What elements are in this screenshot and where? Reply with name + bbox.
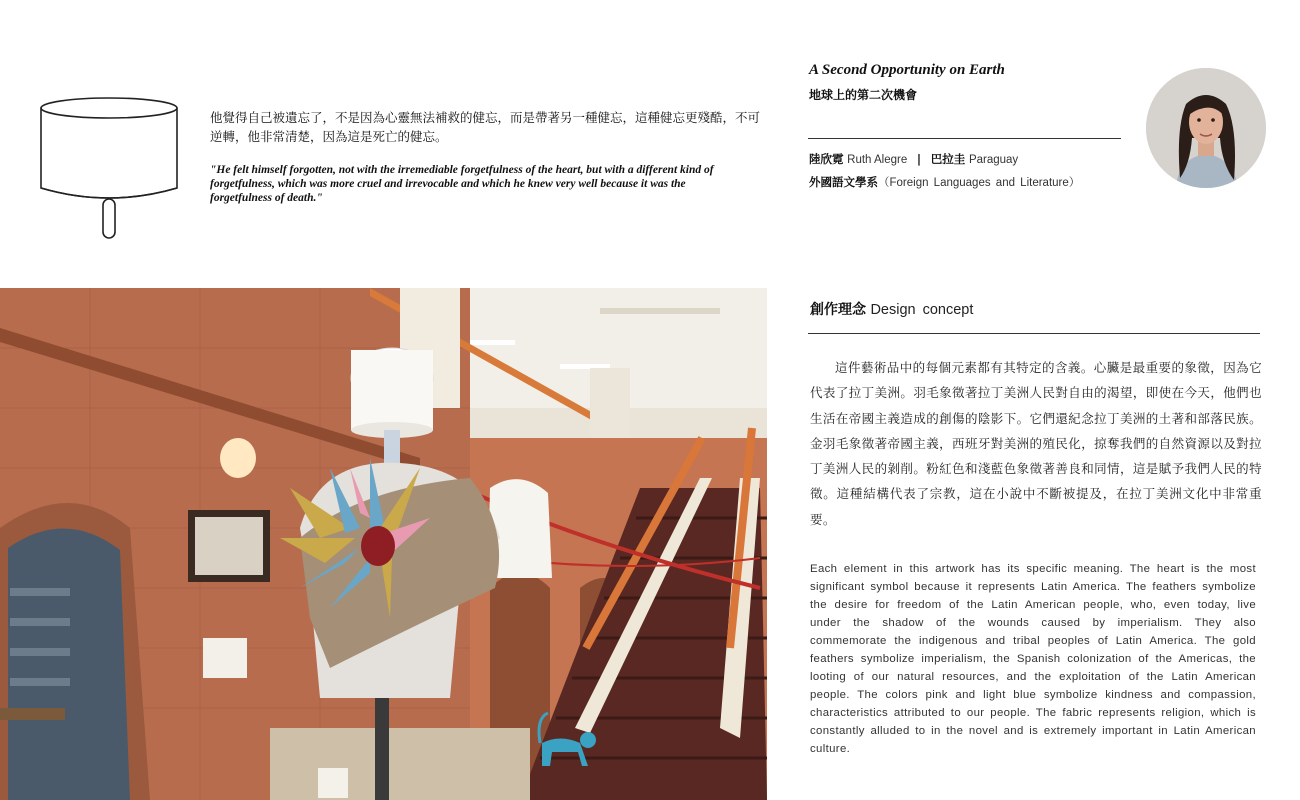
design-concept-chinese-body: 這件藝術品中的每個元素都有其特定的含義。心臟是最重要的象徵，因為它代表了拉丁美洲。羽毛象徵著拉丁美洲人民對自由的渴望，即使在今天，他們也生活在帝國主義造成的創傷的陰影下。它們還紀念拉丁美洲的土著和部落民族。金羽毛象徵著帝國主義，西班牙對美洲的殖民化，掠奪我們的自然資源以及對拉丁美洲人民的剝削。粉紅色和淺藍色象徵著善良和同情，這是賦予我們人民的特徵。這種結構代表了宗教，這在小說中不斷被提及，在拉丁美洲文化中非常重要。 xyxy=(810,360,1262,527)
author-portrait xyxy=(1146,68,1266,188)
lamp-icon xyxy=(38,96,180,242)
author-country-english: Paraguay xyxy=(968,154,1019,166)
design-concept-english-body: Each element in this artwork has its specific meaning. The heart is the most significant symbol because it represents Latin America. The feathers symbolize the desire for freedom of the Latin American people, who, even today, live under the shadow of the wounds caused by imperialism. They also commemorate the indigenous and tribal peoples of Latin America. The gold feathers symbolize imperialism, the Spanish colonization of the Americas, the looting of our natural resources, and the exploitation of the Latin American people. The colors pink and light blue symbolize kindness and compassion, characteristics attributed to our people. The fabric represents religion, which is constantly alluded to in the novel and is extremely important in Latin American culture. xyxy=(810,563,1256,755)
quote-english: "He felt himself forgotten, not with the irremediable forgetfulness of the heart, but with a different kind of forgetfulness, which was more cruel and irrevocable and which he knew very well because it was the forgetfulness of death." xyxy=(210,164,714,204)
artwork-photo-scene xyxy=(0,288,767,800)
quote-chinese: 他覺得自己被遺忘了，不是因為心靈無法補救的健忘，而是帶著另一種健忘，這種健忘更殘酷，不可逆轉，他非常清楚，因為這是死亡的健忘。 xyxy=(210,110,761,144)
author-separator: | xyxy=(916,152,922,166)
work-title-chinese: 地球上的第二次機會 xyxy=(809,88,918,102)
design-concept-heading xyxy=(810,299,973,319)
design-concept-heading-english: Design concept xyxy=(870,302,974,318)
work-title-english: A Second Opportunity on Earth xyxy=(809,62,1005,78)
department-line xyxy=(809,174,1080,190)
design-concept-heading-chinese: 創作理念 xyxy=(810,302,866,318)
artwork-photo xyxy=(0,288,767,800)
divider xyxy=(808,333,1260,334)
author-line xyxy=(809,151,1018,167)
author-name-english: Ruth Alegre xyxy=(847,154,908,166)
divider xyxy=(808,138,1121,139)
author-name-chinese: 陸欣霓 xyxy=(809,152,844,166)
department-english: （Foreign Languages and Literature） xyxy=(878,177,1081,189)
author-country-chinese: 巴拉圭 xyxy=(930,152,966,166)
portrait-image xyxy=(1146,68,1266,188)
department-chinese: 外國語文學系 xyxy=(809,175,878,189)
